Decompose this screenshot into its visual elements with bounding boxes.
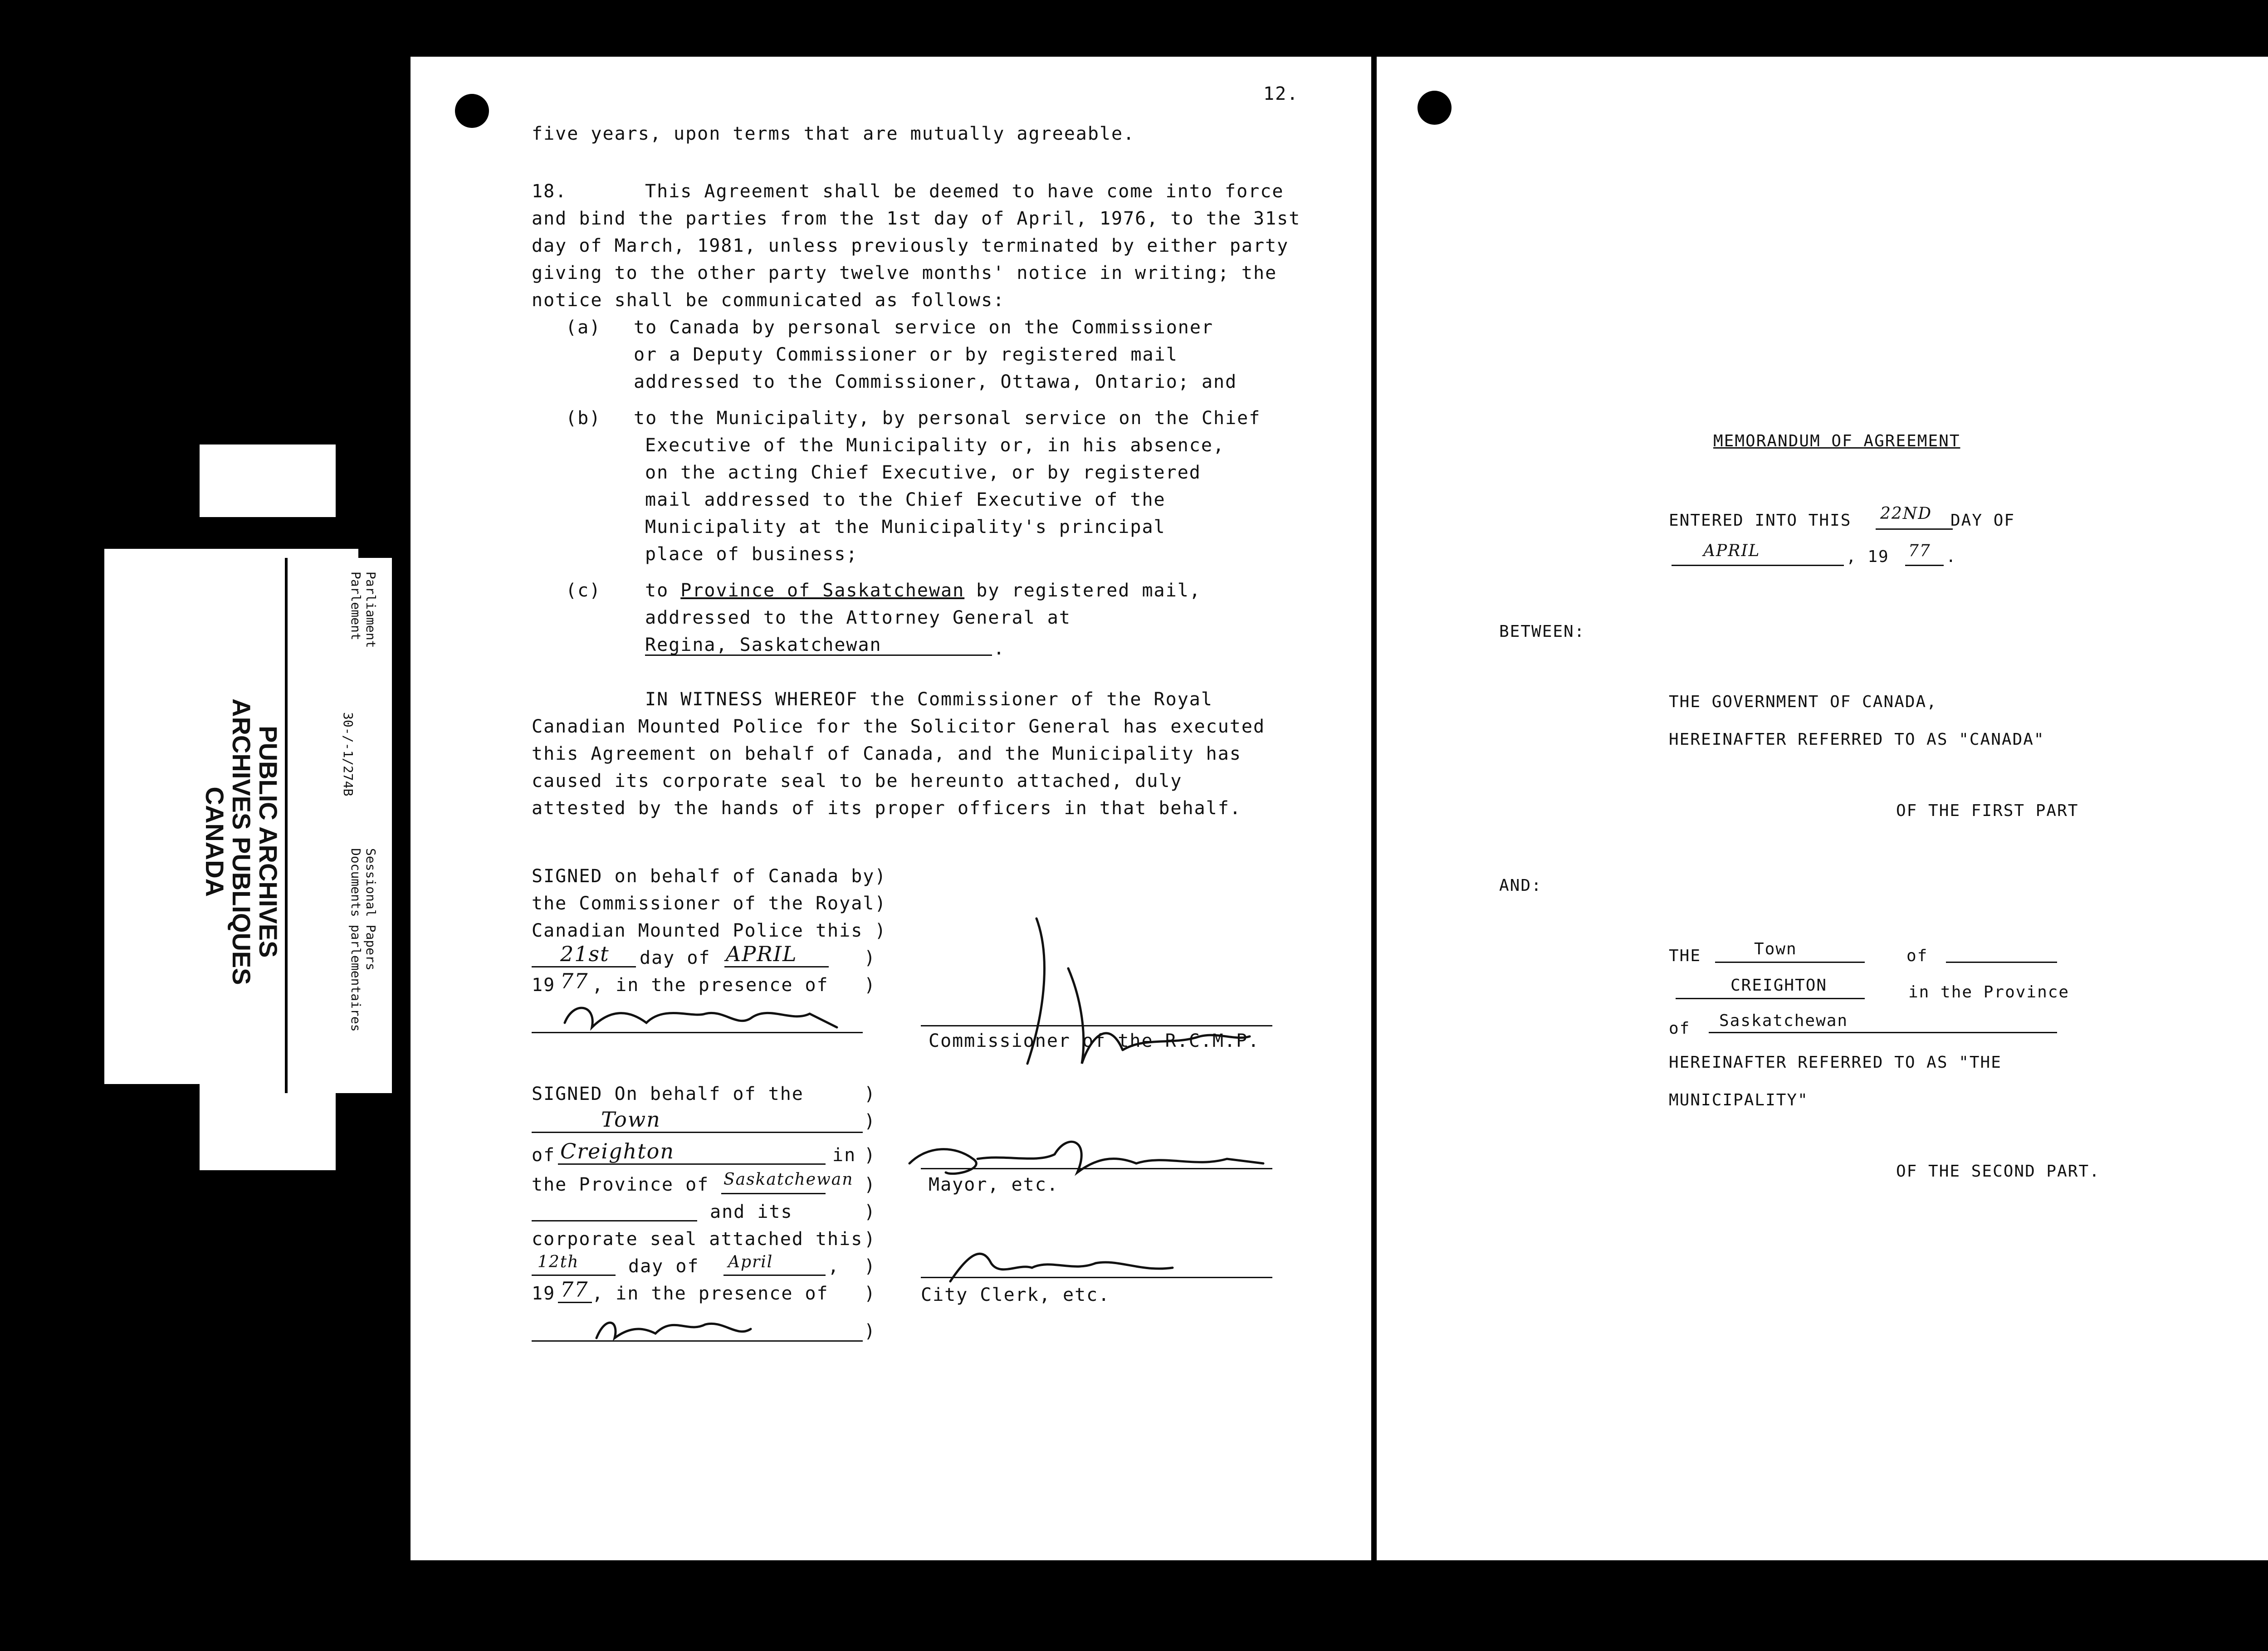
fill-line <box>532 1032 863 1033</box>
municipality-name: CREIGHTON <box>1730 976 1828 995</box>
between-label: BETWEEN: <box>1499 622 1585 641</box>
the-label: THE <box>1669 947 1701 965</box>
municipality-reference-1: HEREINAFTER REFERRED TO AS "THE <box>1669 1053 2002 1072</box>
muni-month-handwritten: April <box>728 1253 773 1271</box>
punch-hole <box>1418 91 1452 125</box>
clause-c-line-2: addressed to the Attorney General at <box>645 607 1071 628</box>
municipality-type: Town <box>1754 940 1797 958</box>
parliament-label: Parliament Parlement <box>348 572 378 648</box>
commissioner-caption: Commissioner of the R.C.M.P. <box>929 1031 1260 1051</box>
attorney-location-fill: Regina, Saskatchewan <box>645 635 882 655</box>
fill-line <box>532 966 636 967</box>
year-suffix: . <box>1946 547 1957 566</box>
clause-a-line-1: to Canada by personal service on the Commissioner <box>634 317 1214 338</box>
clause-a-label: (a) <box>566 317 601 338</box>
commissioner-signature <box>973 900 1254 1082</box>
muni-province-handwritten: Saskatchewan <box>723 1170 854 1189</box>
signed-muni-line: SIGNED On behalf of the <box>532 1084 804 1104</box>
canada-day-handwritten: 21st <box>560 942 610 966</box>
paragraph-18-line-1: This Agreement shall be deemed to have come into force <box>645 181 1284 202</box>
municipality-reference-2: MUNICIPALITY" <box>1669 1091 1809 1109</box>
second-part: OF THE SECOND PART. <box>1896 1162 2100 1181</box>
fill-line <box>1905 565 1944 566</box>
muni-type-handwritten: Town <box>601 1107 661 1132</box>
paragraph-18-line-5: notice shall be communicated as follows: <box>532 290 1005 311</box>
mayor-signature-line <box>921 1168 1272 1169</box>
year-handwritten: 77 <box>1908 542 1931 560</box>
fill-line <box>645 655 992 656</box>
clerk-signature <box>937 1236 1200 1290</box>
fill-line <box>1672 565 1844 566</box>
canada-month-handwritten: APRIL <box>726 942 797 966</box>
fill-line <box>532 1132 863 1133</box>
canada-presence: , in the presence of <box>592 975 829 996</box>
first-part: OF THE FIRST PART <box>1896 801 2079 820</box>
signed-canada-line-1: SIGNED on behalf of Canada by) <box>532 866 887 887</box>
fill-line <box>558 1163 826 1165</box>
day-handwritten: 22ND <box>1880 504 1932 523</box>
fill-line <box>721 1193 826 1194</box>
muni-name-handwritten: Creighton <box>560 1139 675 1163</box>
entered-label: ENTERED INTO THIS <box>1669 511 1852 530</box>
fill-line <box>1946 962 2057 963</box>
fill-line <box>558 1302 592 1303</box>
canada-dayof: day of <box>640 948 711 968</box>
clause-b-line-6: place of business; <box>645 544 858 565</box>
page-number: 12. <box>1263 83 1299 104</box>
memorandum-page <box>1377 57 2268 1560</box>
witness-signature <box>556 991 846 1045</box>
muni-year-prefix: 19 <box>532 1283 556 1304</box>
government-line: THE GOVERNMENT OF CANADA, <box>1669 693 1937 711</box>
month-handwritten: APRIL <box>1703 542 1760 560</box>
muni-year-handwritten: 77 <box>560 1277 589 1302</box>
page-12: 12. five years, upon terms that are mutually agreeable. 18. This Agreement shall be deemed to have come into force and bind the parties from the 1st day of April, 1976, to the 31st day of March, 1981, unless previously terminated by either party giving to the other party twelve months' notice in writing; the notice shall be communicated as follows: (a) to Canada by personal service on the Commissioner or a Deputy Commissioner or by registered mail addressed to the Commissioner, Ottawa, Ontario; and (b) to the Municipality, by personal service on the Chief Executive of the Municipality or, in his absence, on the acting Chief Executive, or by registered mail addressed to the Chief Executive of the Municipality at the Municipality's principal place of business; (c) to Province of Saskatchewan by registered mail, addressed to the Attorney General at Regina, Saskatchewan . IN WITNESS WHEREOF the Commissioner of the Royal Canadian Mounted Police for the Solicitor General has executed this Agreement on behalf of Canada, and the Municipality has caused its corporate seal to be hereunto attached, duly attested by the hands of its proper officers in that behalf. SIGNED on behalf of Canada by) the Commissioner of the Royal) Canadian Mounted Police this ) 21st day of APRIL ) 19 77 , in the presence of ) Commissioner of the R.C.M.P. SIGNED On behalf of the ) Town ) of Creighton in ) the Province of Saskatchewan ) and its ) corporate seal attached this ) 12th day of April , ) 19 77 , in the presence of ) ) Mayor, etc. City Clerk, etc. <box>411 57 1371 1560</box>
and-label: AND: <box>1499 876 1542 895</box>
archive-line-2: ARCHIVES PUBLIQUES <box>227 698 256 985</box>
clause-b-line-3: on the acting Chief Executive, or by registered <box>645 462 1201 483</box>
file-number: 30-/-1/274B <box>341 712 356 796</box>
witness-line-3: this Agreement on behalf of Canada, and the Municipality has <box>532 743 1242 764</box>
paragraph-18-line-3: day of March, 1981, unless previously terminated by either party <box>532 235 1289 256</box>
canada-reference: HEREINAFTER REFERRED TO AS "CANADA" <box>1669 730 2045 749</box>
fill-line <box>532 1275 616 1276</box>
witness-line-4: caused its corporate seal to be hereunto attached, duly <box>532 771 1183 791</box>
province-name: Saskatchewan <box>1719 1011 1848 1030</box>
muni-seal-line: corporate seal attached this <box>532 1229 863 1250</box>
clerk-signature-line <box>921 1277 1272 1278</box>
archive-line-3: CANADA <box>200 786 230 897</box>
archive-label-tab <box>200 444 336 517</box>
archive-label-strip <box>285 558 392 1093</box>
dayof-label: DAY OF <box>1950 511 2015 530</box>
muni-and-its: and its <box>710 1202 793 1222</box>
paragraph-18-number: 18. <box>532 181 567 202</box>
fill-line <box>532 1220 697 1221</box>
witness-line-2: Canadian Mounted Police for the Solicitor General has executed <box>532 716 1266 737</box>
muni-of-label: of <box>532 1145 556 1166</box>
clause-b-line-2: Executive of the Municipality or, in his absence, <box>645 435 1225 456</box>
archive-name <box>201 698 281 985</box>
in-province-label: in the Province <box>1908 983 2070 1001</box>
muni-province-label: the Province of <box>532 1174 709 1195</box>
signed-canada-line-3: Canadian Mounted Police this ) <box>532 920 887 941</box>
clause-a-line-2: or a Deputy Commissioner or by registered mail <box>634 344 1178 365</box>
of-label-2: of <box>1669 1019 1691 1038</box>
witness-line-5: attested by the hands of its proper officers in that behalf. <box>532 798 1242 819</box>
signed-canada-line-2: the Commissioner of the Royal) <box>532 893 887 914</box>
paragraph-18-line-4: giving to the other party twelve months' notice in writing; the <box>532 263 1277 283</box>
fill-line <box>723 1275 826 1276</box>
muni-dayof: day of <box>628 1256 699 1277</box>
paragraph-18-line-2: and bind the parties from the 1st day of April, 1976, to the 31st <box>532 208 1301 229</box>
fill-line <box>532 1340 863 1342</box>
fill-line <box>1715 962 1865 963</box>
fill-line <box>724 966 829 967</box>
year-prefix: , 19 <box>1846 547 1889 566</box>
clerk-caption: City Clerk, etc. <box>921 1285 1110 1305</box>
witness-line-1: IN WITNESS WHEREOF the Commissioner of the Royal <box>645 689 1213 710</box>
fill-line <box>1676 998 1865 999</box>
clause-b-line-1: to the Municipality, by personal service on the Chief <box>634 408 1261 429</box>
clause-a-line-3: addressed to the Commissioner, Ottawa, Ontario; and <box>634 371 1237 392</box>
paragraph-17-end: five years, upon terms that are mutually agreeable. <box>532 123 1135 144</box>
clause-b-label: (b) <box>566 408 601 429</box>
commissioner-signature-line <box>921 1025 1272 1026</box>
archive-label-tab <box>200 1080 336 1170</box>
clause-b-line-5: Municipality at the Municipality's principal <box>645 517 1166 537</box>
archive-line-1: PUBLIC ARCHIVES <box>254 726 283 958</box>
muni-in-label: in <box>832 1145 856 1166</box>
fill-line <box>1876 528 1953 530</box>
punch-hole <box>455 94 489 128</box>
sessional-label: Sessional Papers Documents parlementaires <box>348 848 378 1032</box>
mayor-caption: Mayor, etc. <box>929 1174 1059 1195</box>
fill-line <box>1709 1032 2057 1033</box>
province-fill: Province of Saskatchewan <box>680 580 965 601</box>
clause-b-line-4: mail addressed to the Chief Executive of the <box>645 489 1166 510</box>
memorandum-title: MEMORANDUM OF AGREEMENT <box>1713 432 1960 450</box>
clause-c-label: (c) <box>566 580 601 601</box>
of-label-1: of <box>1906 947 1928 965</box>
canada-year-prefix: 19 <box>532 975 556 996</box>
canada-year-handwritten: 77 <box>560 969 589 993</box>
clause-c-period: . <box>993 638 1006 659</box>
muni-presence: , in the presence of <box>592 1283 829 1304</box>
muni-day-handwritten: 12th <box>538 1253 579 1271</box>
clause-c-line-1: to Province of Saskatchewan by registered mail, <box>645 580 1201 601</box>
